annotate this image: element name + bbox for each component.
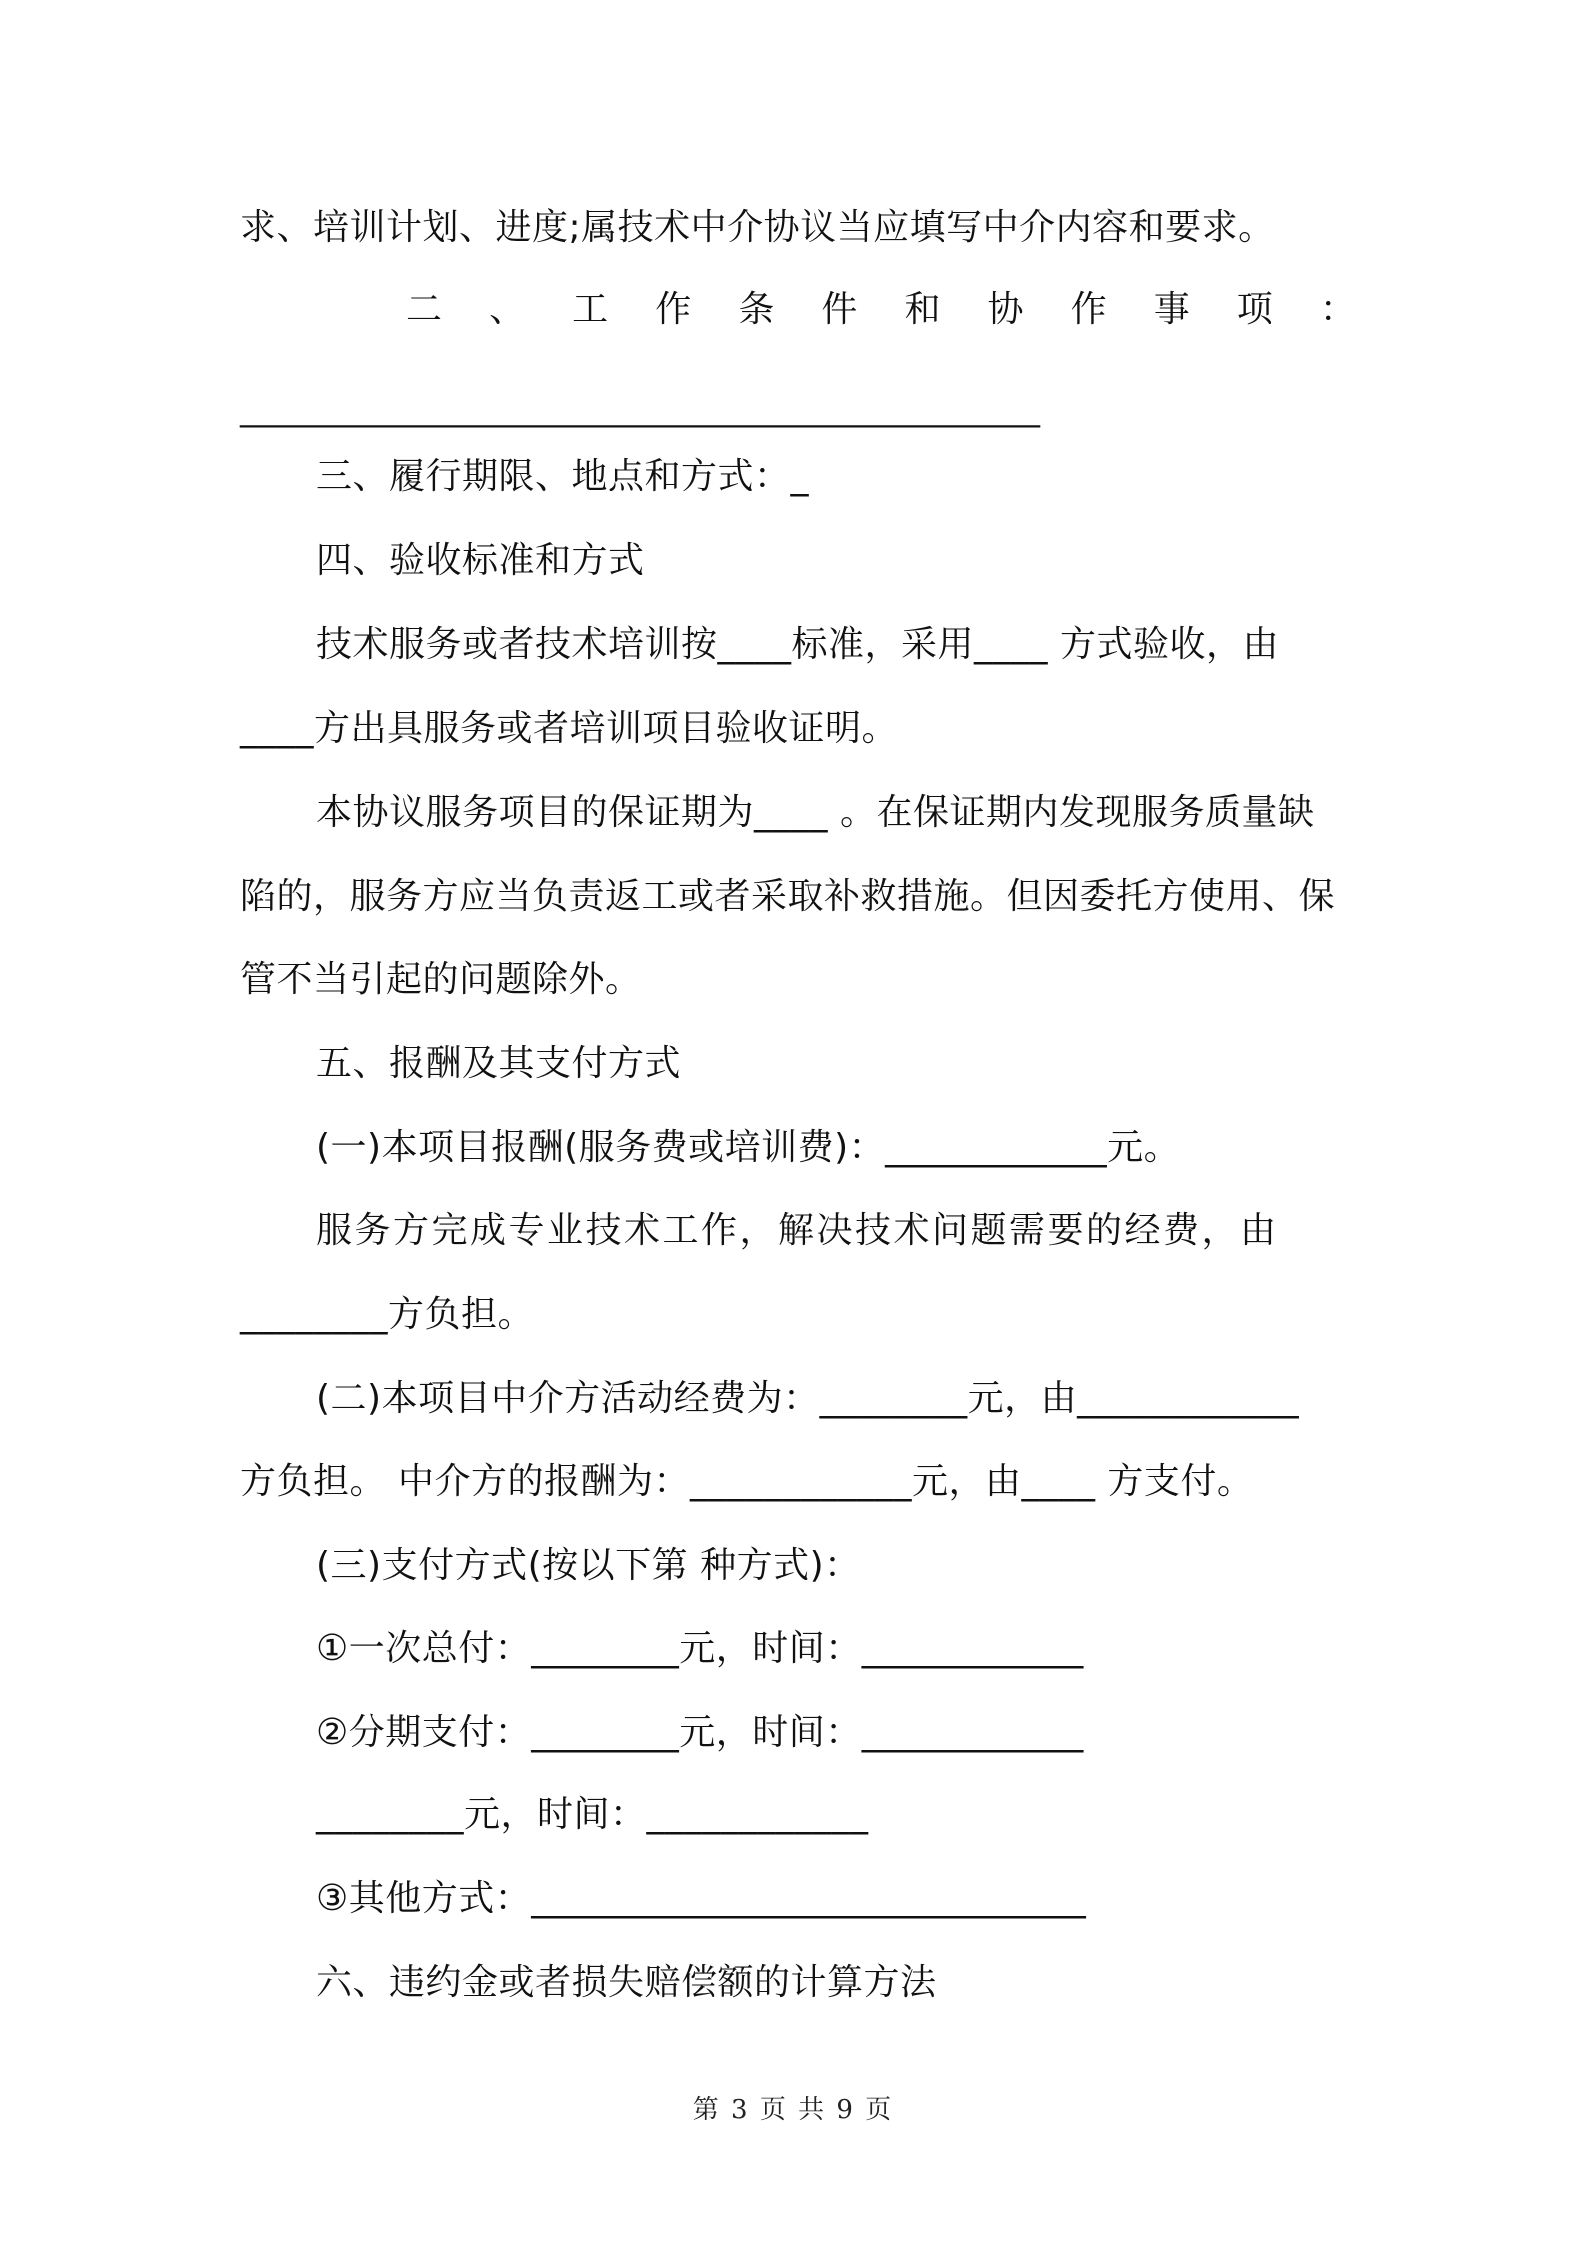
text-line-1: 求、培训计划、进度;属技术中介协议当应填写中介内容和要求。 [240,207,1275,248]
text-line-8: 陷的，服务方应当负责返工或者采取补救措施。但因委托方使用、保 [240,876,1336,917]
text-line-18: ②分期支付：________元，时间：____________ [316,1712,1084,1753]
text-line-12: 服务方完成专业技术工作，解决技术问题需要的经费，由 [316,1210,1279,1251]
heading-char: 和 [904,289,941,330]
text-line-13: ________方负担。 [240,1294,535,1335]
heading-char: 、 [489,289,526,330]
text-line-15: 方负担。 中介方的报酬为：____________元，由____ 方支付。 [240,1461,1254,1502]
heading-char: 作 [655,289,692,330]
heading-char: 协 [987,289,1024,330]
heading-char: 二 [406,289,443,330]
text-line-21: 六、违约金或者损失赔偿额的计算方法 [316,1962,937,2003]
text-line-7: 本协议服务项目的保证期为____ 。在保证期内发现服务质量缺 [316,792,1315,833]
text-line-19: ________元，时间：____________ [316,1794,869,1835]
text-line-17: ①一次总付：________元，时间：____________ [316,1628,1084,1669]
heading-char: 件 [821,289,858,330]
text-line-11: (一)本项目报酬(服务费或培训费)：____________元。 [316,1127,1181,1168]
heading-char: ： [1319,289,1356,330]
heading-char: 工 [572,289,609,330]
text-line-3: 三、履行期限、地点和方式：_ [316,456,810,497]
heading-char: 作 [1070,289,1107,330]
text-line-10: 五、报酬及其支付方式 [316,1043,682,1084]
text-line-16: (三)支付方式(按以下第 种方式)： [316,1545,861,1586]
section-heading-two [316,285,1356,335]
blank-fill-line: __________________________________________________ [240,390,1040,428]
text-line-4: 四、验收标准和方式 [316,540,645,581]
text-line-9: 管不当引起的问题除外。 [240,959,642,1000]
text-line-6: ____方出具服务或者培训项目验收证明。 [240,708,899,749]
heading-char: 事 [1153,289,1190,330]
heading-char: 项 [1236,289,1273,330]
heading-char: 条 [738,289,775,330]
text-line-5: 技术服务或者技术培训按____标准，采用____ 方式验收，由 [316,624,1279,665]
text-line-20: ③其他方式：______________________________ [316,1878,1087,1919]
page-number-footer: 第 3 页 共 9 页 [692,2095,894,2125]
text-line-14: (二)本项目中介方活动经费为：________元，由____________ [316,1378,1300,1419]
